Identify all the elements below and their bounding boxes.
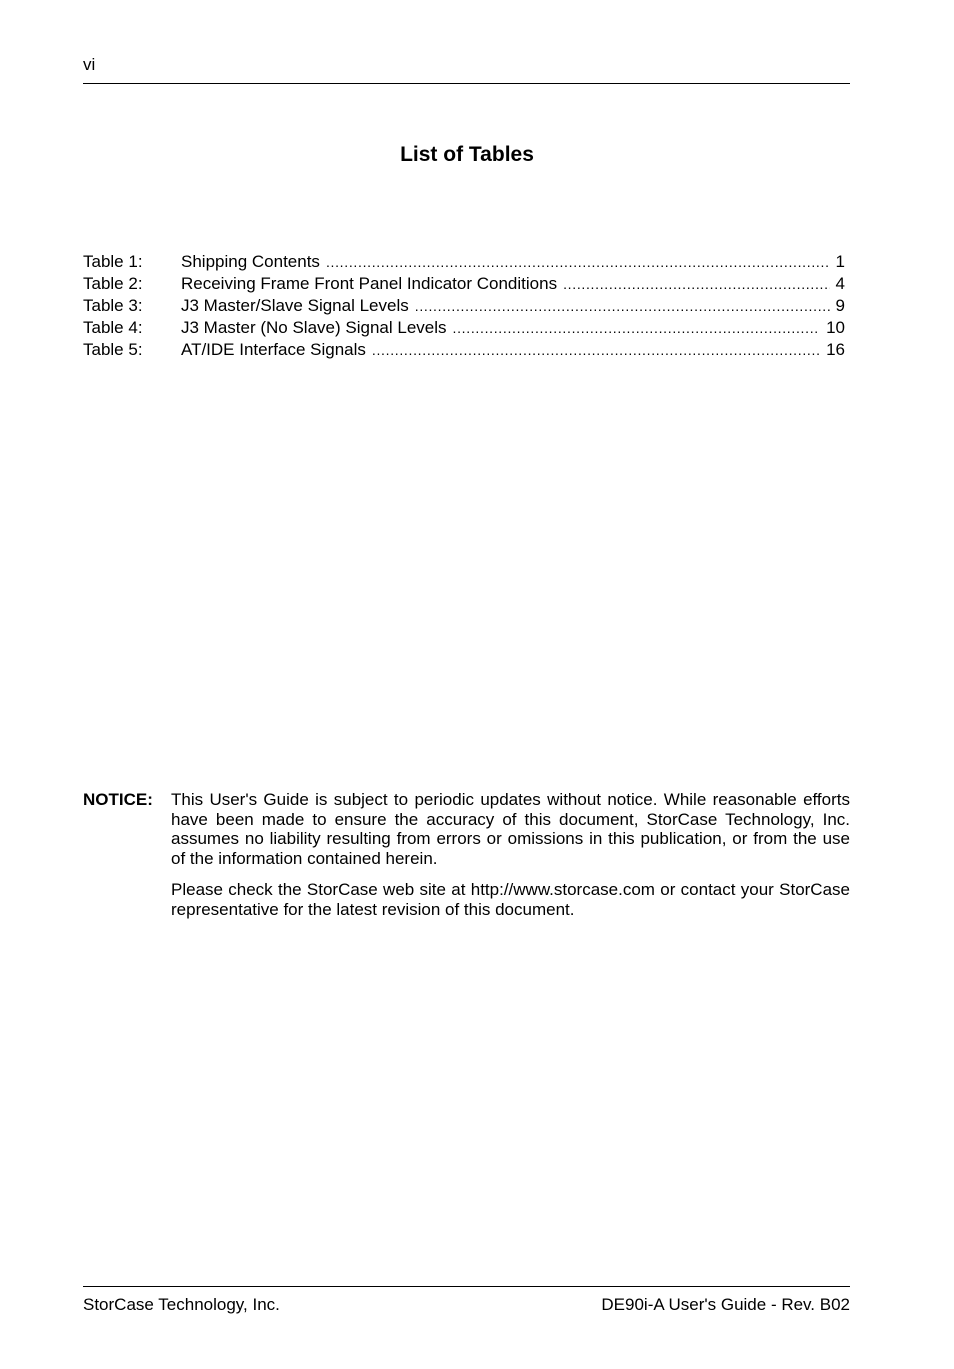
- toc-leader-dots: [326, 251, 830, 273]
- toc-entry-page: 1: [835, 252, 845, 271]
- footer-company: StorCase Technology, Inc.: [83, 1295, 280, 1314]
- toc-entry-label: Table 4:: [83, 318, 143, 337]
- toc-entry-title: Receiving Frame Front Panel Indicator Conditions: [181, 274, 558, 293]
- notice-block: [83, 790, 850, 931]
- toc-leader-dots: [453, 317, 821, 339]
- toc-leader-dots: [415, 295, 830, 317]
- toc-entry-label: Table 3:: [83, 296, 143, 315]
- toc-entry-title: AT/IDE Interface Signals: [181, 340, 366, 359]
- toc-entry-page: 16: [826, 340, 845, 359]
- toc-entry-table-1[interactable]: [83, 251, 845, 273]
- toc-entry-table-4[interactable]: [83, 317, 845, 339]
- toc-entry-page: 4: [835, 274, 845, 293]
- toc-entry-page: 10: [826, 318, 845, 337]
- toc-entry-table-5[interactable]: [83, 339, 845, 361]
- toc-entry-title: J3 Master/Slave Signal Levels: [181, 296, 409, 315]
- footer-rule: [83, 1286, 850, 1287]
- toc-entry-label: Table 5:: [83, 340, 143, 359]
- toc-entry-page: 9: [835, 296, 845, 315]
- header-rule: [83, 83, 850, 84]
- notice-body: [171, 790, 850, 919]
- toc-entry-title: J3 Master (No Slave) Signal Levels: [181, 318, 447, 337]
- toc-entry-table-2[interactable]: [83, 273, 845, 295]
- page-number: vi: [83, 55, 96, 74]
- footer-document-title: DE90i-A User's Guide - Rev. B02: [601, 1295, 850, 1314]
- toc-entry-label: Table 2:: [83, 274, 143, 293]
- notice-paragraph-1: This User's Guide is subject to periodic updates without notice. While reasonable efforts have been made to ensure the accuracy of this document, StorCase Technology, Inc. assumes no liability resulting from errors or omissions in this publication, or from the use of the information contained herein.: [171, 790, 850, 868]
- list-of-tables: [83, 251, 845, 361]
- toc-leader-dots: [372, 339, 820, 361]
- page-title: List of Tables: [400, 143, 534, 166]
- notice-paragraph-2: Please check the StorCase web site at http://www.storcase.com or contact your StorCase representative for the latest revision of this document.: [171, 880, 850, 919]
- toc-leader-dots: [563, 273, 829, 295]
- toc-entry-table-3[interactable]: [83, 295, 845, 317]
- notice-label: NOTICE:: [83, 790, 153, 809]
- toc-entry-title: Shipping Contents: [181, 252, 320, 271]
- toc-entry-label: Table 1:: [83, 252, 143, 271]
